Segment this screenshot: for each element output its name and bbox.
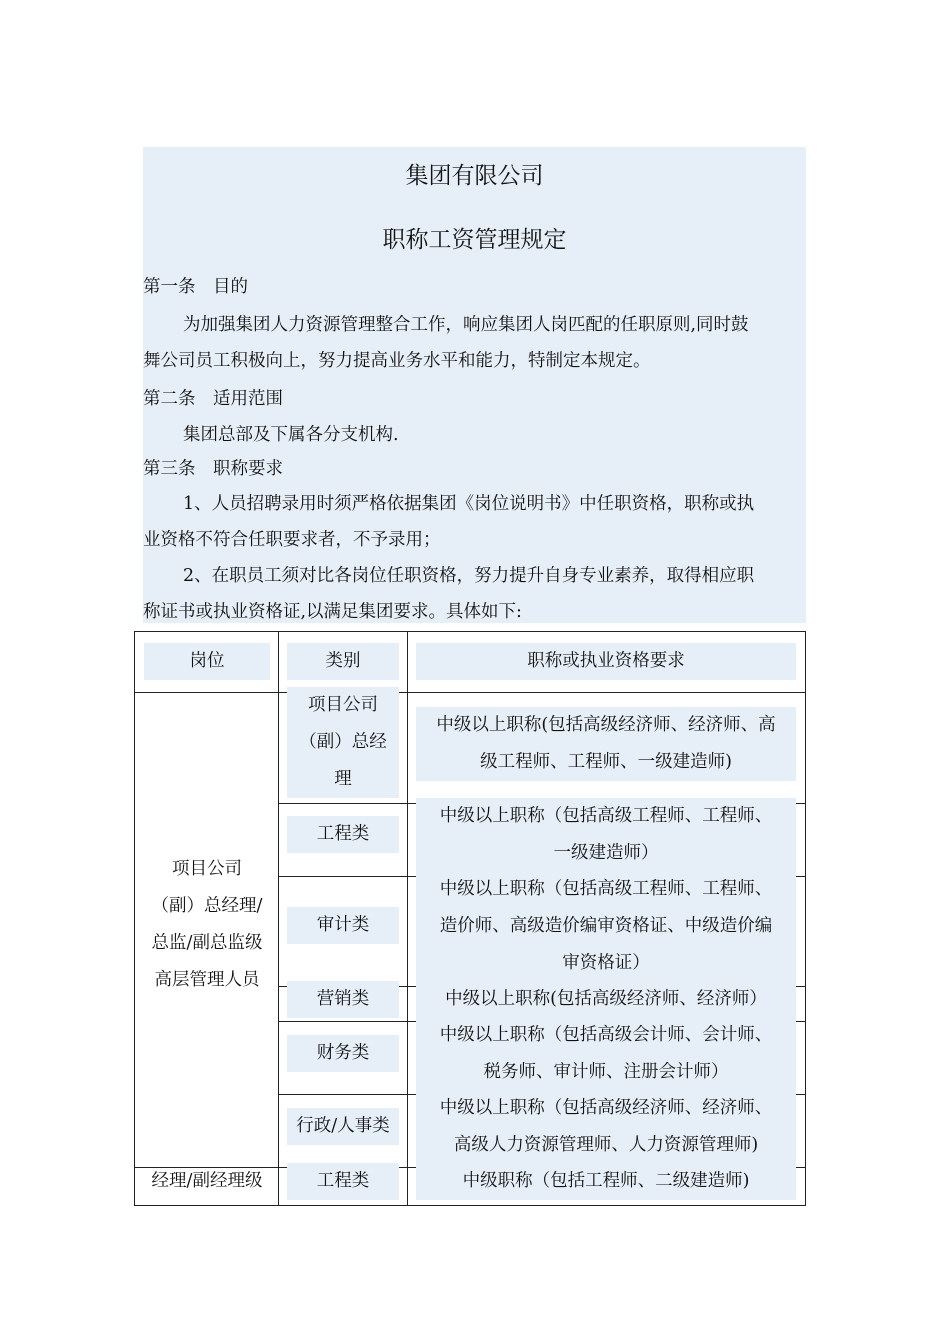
table-header-position: 岗位 [144, 643, 270, 680]
table-row-requirement: 中级以上职称（包括高级工程师、工程师、 一级建造师） [416, 798, 796, 872]
table-row-category: 财务类 [287, 1035, 399, 1072]
article2-heading: 第二条 适用范围 [143, 389, 283, 409]
document-title: 职称工资管理规定 [382, 227, 567, 253]
article3-item2-line2: 称证书或执业资格证,以满足集团要求。具体如下: [143, 602, 522, 622]
table-border-top [134, 631, 806, 632]
article3-item1-line2: 业资格不符合任职要求者，不予录用； [143, 530, 441, 550]
table-row-category: 审计类 [287, 907, 399, 944]
table-row-requirement: 中级以上职称（包括高级工程师、工程师、 造价师、高级造价编审资格证、中级造价编 审资格证） [416, 871, 796, 982]
article3-item2-line1: 2、在职员工须对比各岗位任职资格，努力提升自身专业素养，取得相应职 [183, 566, 755, 586]
article1-heading: 第一条 目的 [143, 277, 248, 297]
table-row-category: 营销类 [287, 981, 399, 1018]
table-row-requirement: 中级以上职称(包括高级经济师、经济师） [416, 981, 796, 1018]
group2-category: 工程类 [287, 1163, 399, 1200]
group2-position: 经理/副经理级 [151, 1171, 263, 1191]
table-row-category: 工程类 [287, 816, 399, 853]
table-col-divider-1 [278, 631, 279, 1206]
table-header-category: 类别 [287, 643, 399, 680]
table-border-bottom [134, 1205, 806, 1206]
table-border-left [134, 631, 135, 1206]
table-row-category: 项目公司 （副）总经 理 [287, 687, 399, 798]
company-name: 集团有限公司 [405, 163, 544, 189]
article1-text-line1: 为加强集团人力资源管理整合工作，响应集团人岗匹配的任职原则,同时鼓 [183, 315, 749, 335]
table-border-right [805, 631, 806, 1206]
qualification-table [134, 631, 806, 1206]
group2-requirement: 中级职称（包括工程师、二级建造师) [416, 1163, 796, 1200]
article3-item1-line1: 1、人员招聘录用时须严格依据集团《岗位说明书》中任职资格，职称或执 [183, 494, 755, 514]
table-row-requirement: 中级以上职称（包括高级经济师、经济师、 高级人力资源管理师、人力资源管理师) [416, 1090, 796, 1164]
table-row-category: 行政/人事类 [287, 1108, 399, 1145]
article3-heading: 第三条 职称要求 [143, 459, 283, 479]
table-row-requirement: 中级以上职称（包括高级会计师、会计师、 税务师、审计师、注册会计师） [416, 1017, 796, 1091]
table-row-requirement: 中级以上职称(包括高级经济师、经济师、高 级工程师、工程师、一级建造师) [416, 707, 796, 781]
table-header-divider [134, 692, 806, 693]
article2-text: 集团总部及下属各分支机构. [183, 425, 399, 445]
table-col-divider-2 [407, 631, 408, 1206]
table-header-requirement: 职称或执业资格要求 [416, 643, 796, 680]
document-body [143, 147, 806, 623]
group1-position: 项目公司 （副）总经理/ 总监/副总监级 高层管理人员 [151, 859, 263, 990]
article1-text-line2: 舞公司员工积极向上，努力提高业务水平和能力，特制定本规定。 [143, 351, 651, 371]
